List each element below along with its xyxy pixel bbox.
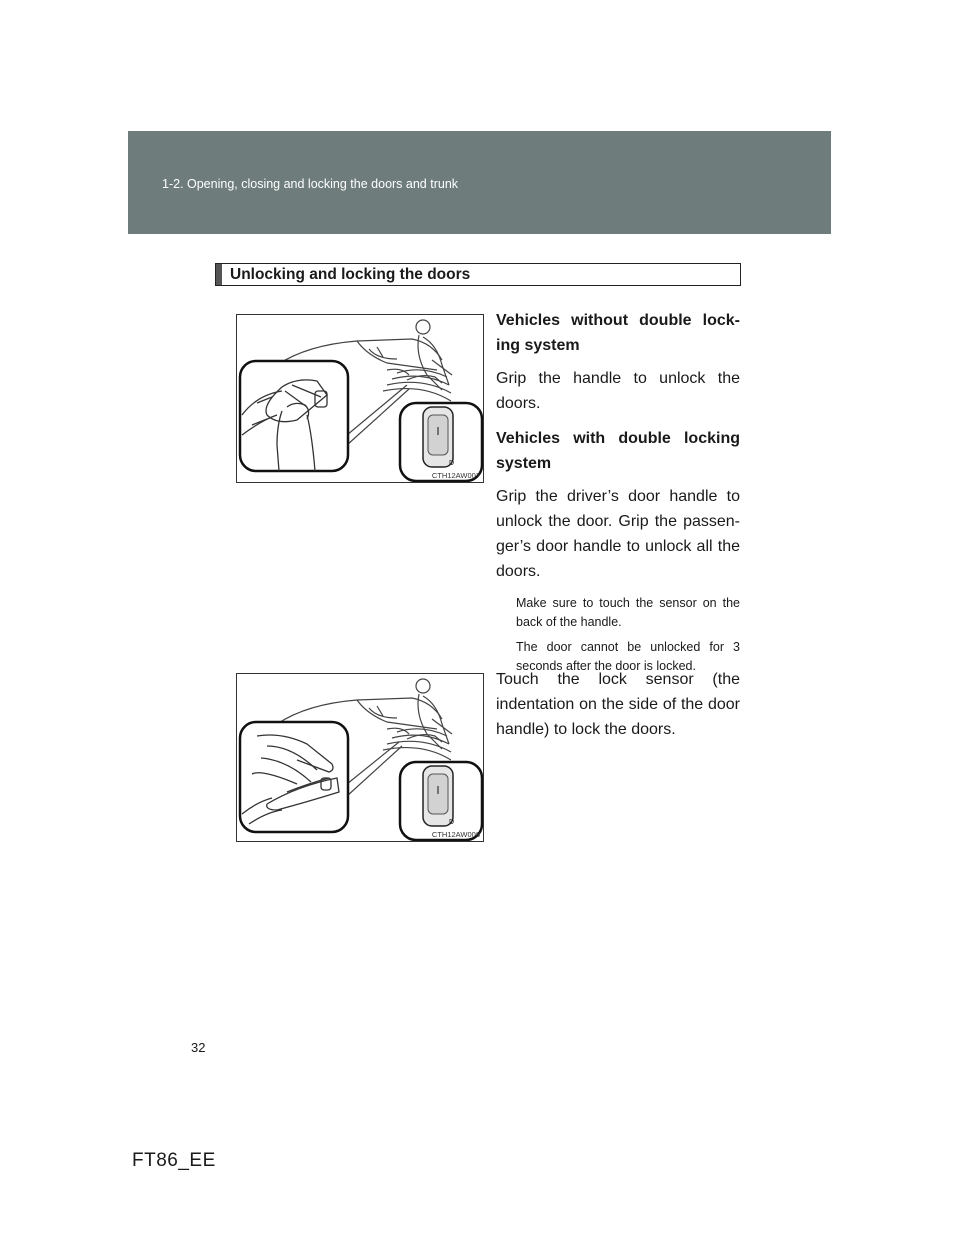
unlock-door-illustration: [237, 315, 483, 482]
document-code: FT86_EE: [132, 1150, 216, 1171]
section-heading-box: [215, 263, 741, 286]
svg-text:D: D: [449, 819, 455, 826]
figure-unlock: [236, 314, 484, 483]
section-heading: Unlocking and locking the doors: [230, 266, 471, 283]
chapter-title: 1-2. Opening, closing and locking the doors and trunk: [162, 177, 459, 191]
lock-door-illustration: [237, 674, 483, 841]
subheading-without-double-locking: Vehicles without double lock-ing system: [496, 312, 740, 354]
note-touch-sensor: Make sure to touch the sensor on the back of the handle.: [516, 596, 740, 629]
figure-lock: [236, 673, 484, 842]
paragraph-grip-unlock: Grip the handle to unlock the doors.: [496, 370, 740, 412]
paragraph-driver-door: Grip the driver’s door handle to unlock the door. Grip the passen-ger’s door handle to unlock all the doors.: [496, 488, 740, 580]
figure-code: CTH12AW008: [431, 830, 480, 839]
text-column-1: [496, 308, 740, 682]
page-number: 32: [191, 1040, 206, 1055]
svg-text:D: D: [449, 460, 455, 467]
note-cannot-unlock: The door cannot be unlocked for 3 seconds after the door is locked.: [516, 640, 740, 673]
subheading-with-double-locking: Vehicles with double locking system: [496, 430, 740, 472]
text-column-2: [496, 667, 740, 752]
paragraph-lock-sensor: Touch the lock sensor (the indentation on the side of the door handle) to lock the doors.: [496, 671, 740, 738]
section-heading-bar: [216, 264, 222, 285]
figure-code: CTH12AW007: [431, 471, 480, 480]
